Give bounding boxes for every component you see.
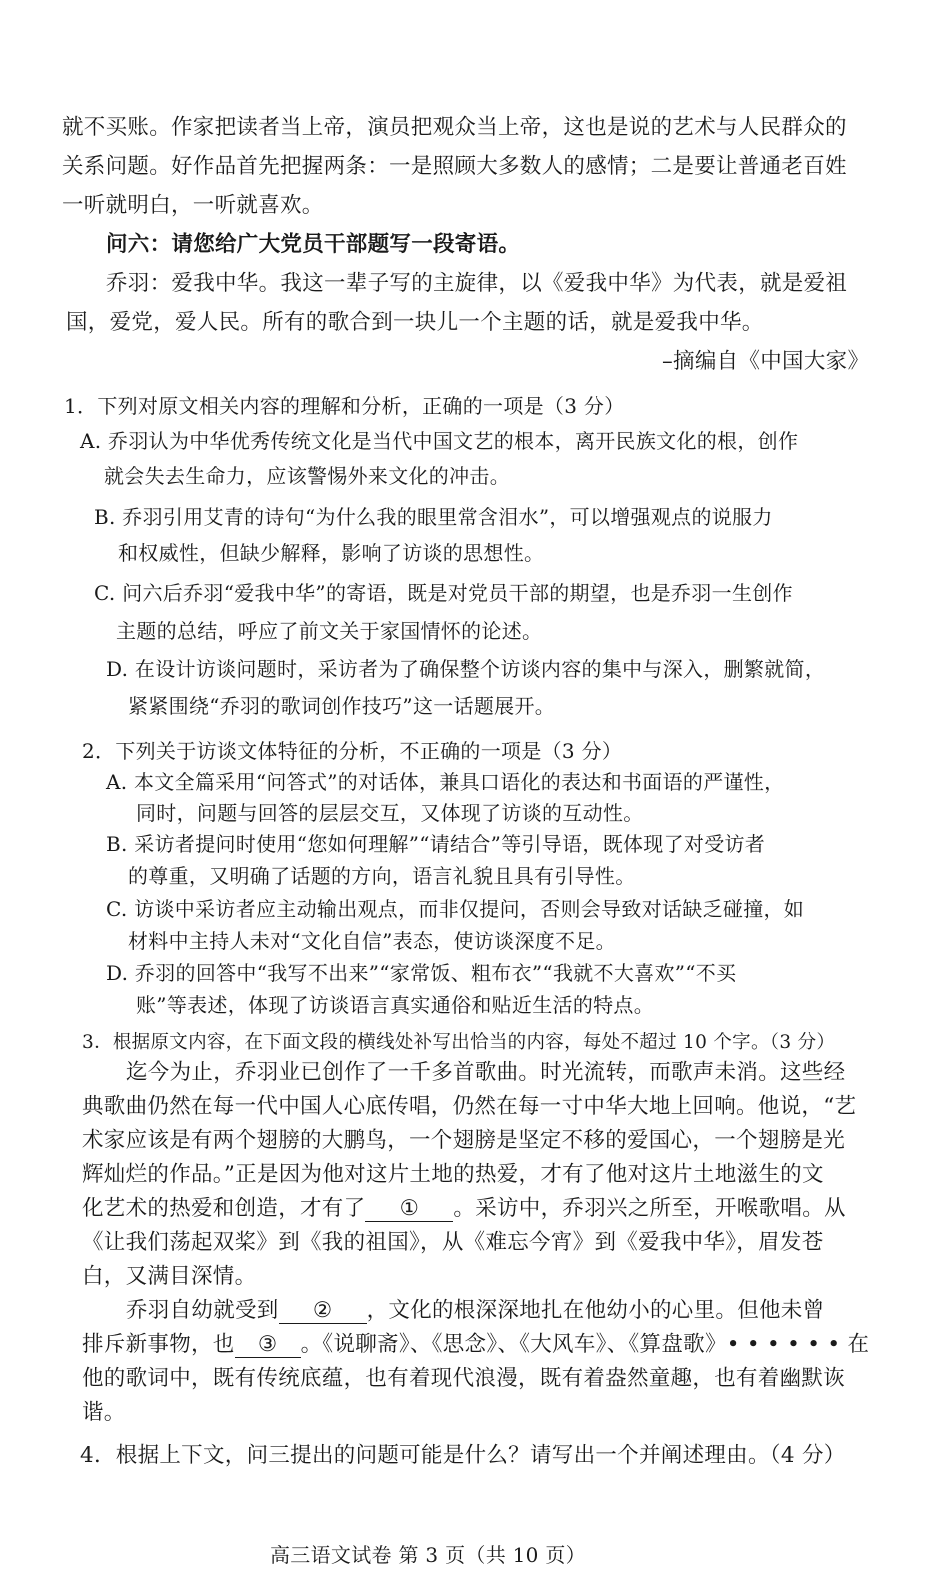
q1-option-d: D. 在设计访谈问题时，采访者为了确保整个访谈内容的集中与深入，删繁就简， xyxy=(106,657,826,681)
q1-option-d-cont: 紧紧围绕“乔羽的歌词创作技巧”这一话题展开。 xyxy=(128,694,556,718)
q2-option-b-cont: 的尊重，又明确了话题的方向，语言礼貌且具有引导性。 xyxy=(128,864,636,888)
q3-text-line: 谐。 xyxy=(82,1400,126,1425)
q3-text-line: 他的歌词中，既有传统底蕴，也有着现代浪漫，既有着盎然童趣，也有着幽默诙 xyxy=(82,1366,846,1391)
fill-blank-3[interactable]: ③ xyxy=(235,1333,301,1358)
q3-text-line xyxy=(82,1194,846,1224)
q3-text-line xyxy=(82,1330,869,1360)
question-1-stem: 1．下列对原文相关内容的理解和分析，正确的一项是（3 分） xyxy=(64,394,625,418)
q2-option-b: B. 采访者提问时使用“您如何理解”“请结合”等引导语，既体现了对受访者 xyxy=(106,832,766,856)
q3-text-line: 术家应该是有两个翅膀的大鹏鸟，一个翅膀是坚定不移的爱国心，一个翅膀是光 xyxy=(82,1128,846,1153)
q3-text-line: 辉灿烂的作品。”正是因为他对这片土地的热爱，才有了他对这片土地滋生的文 xyxy=(82,1162,824,1187)
q1-option-b-cont: 和权威性，但缺少解释，影响了访谈的思想性。 xyxy=(118,541,545,565)
q3-text-line xyxy=(126,1296,824,1326)
question-2-stem: 2．下列关于访谈文体特征的分析，不正确的一项是（3 分） xyxy=(82,739,623,763)
q1-option-c: C. 问六后乔羽“爱我中华”的寄语，既是对党员干部的期望，也是乔羽一生创作 xyxy=(94,581,793,605)
q3-text-fragment: 。《说聊斋》、《思念》、《大风车》、《算盘歌》• • • • • • 在 xyxy=(300,1332,870,1357)
q3-text-fragment: ，文化的根深深地扎在他幼小的心里。但他未曾 xyxy=(366,1298,825,1323)
passage-line: 一听就明白，一听就喜欢。 xyxy=(62,193,324,218)
passage-line: 关系问题。好作品首先把握两条：一是照顾大多数人的感情；二是要让普通老百姓 xyxy=(62,154,847,179)
q2-option-c: C. 访谈中采访者应主动输出观点，而非仅提问，否则会导致对话缺乏碰撞，如 xyxy=(106,897,805,921)
passage-line: 乔羽：爱我中华。我这一辈子写的主旋律，以《爱我中华》为代表，就是爱祖 xyxy=(106,271,848,296)
q3-text-fragment: 乔羽自幼就受到 xyxy=(126,1298,279,1323)
q3-text-line: 《让我们荡起双桨》到《我的祖国》，从《难忘今宵》到《爱我中华》，眉发苍 xyxy=(82,1230,824,1255)
q2-option-c-cont: 材料中主持人未对“文化自信”表态，使访谈深度不足。 xyxy=(128,929,616,953)
q2-option-a: A. 本文全篇采用“问答式”的对话体，兼具口语化的表达和书面语的严谨性， xyxy=(106,770,785,794)
q3-text-line: 典歌曲仍然在每一代中国人心底传唱，仍然在每一寸中华大地上回响。他说，“艺 xyxy=(82,1094,857,1119)
page-footer: 高三语文试卷 第 3 页（共 10 页） xyxy=(270,1543,586,1567)
interview-question-six: 问六：请您给广大党员干部题写一段寄语。 xyxy=(106,232,521,257)
q3-text-line: 迄今为止，乔羽业已创作了一千多首歌曲。时光流转，而歌声未消。这些经 xyxy=(126,1060,846,1085)
q3-text-fragment: 。采访中，乔羽兴之所至，开喉歌唱。从 xyxy=(453,1196,846,1221)
q1-option-b: B. 乔羽引用艾青的诗句“为什么我的眼里常含泪水”，可以增强观点的说服力 xyxy=(94,505,773,529)
q2-option-a-cont: 同时，问题与回答的层层交互，又体现了访谈的互动性。 xyxy=(136,801,644,825)
q1-option-a: A. 乔羽认为中华优秀传统文化是当代中国文艺的根本，离开民族文化的根，创作 xyxy=(80,429,799,453)
q1-option-a-cont: 就会失去生命力，应该警惕外来文化的冲击。 xyxy=(104,464,510,488)
passage-line: 就不买账。作家把读者当上帝，演员把观众当上帝，这也是说的艺术与人民群众的 xyxy=(62,115,847,140)
question-3-stem: 3．根据原文内容，在下面文段的横线处补写出恰当的内容，每处不超过 10 个字。（3 分） xyxy=(82,1032,836,1053)
passage-line: 国，爱党，爱人民。所有的歌合到一块儿一个主题的话，就是爱我中华。 xyxy=(66,310,764,335)
q1-option-c-cont: 主题的总结，呼应了前文关于家国情怀的论述。 xyxy=(116,619,543,643)
q3-text-line: 白，又满目深情。 xyxy=(82,1264,257,1289)
question-4-stem: 4．根据上下文，问三提出的问题可能是什么？请写出一个并阐述理由。（4 分） xyxy=(80,1443,846,1468)
source-citation: –摘编自《中国大家》 xyxy=(662,349,870,374)
fill-blank-1[interactable]: ① xyxy=(365,1197,453,1222)
q3-text-fragment: 化艺术的热爱和创造，才有了 xyxy=(82,1196,366,1221)
q2-option-d: D. 乔羽的回答中“我写不出来”“家常饭、粗布衣”“我就不大喜欢”“不买 xyxy=(106,961,737,985)
q2-option-d-cont: 账”等表述，体现了访谈语言真实通俗和贴近生活的特点。 xyxy=(136,993,655,1017)
fill-blank-2[interactable]: ② xyxy=(279,1299,367,1324)
q3-text-fragment: 排斥新事物，也 xyxy=(82,1332,235,1357)
